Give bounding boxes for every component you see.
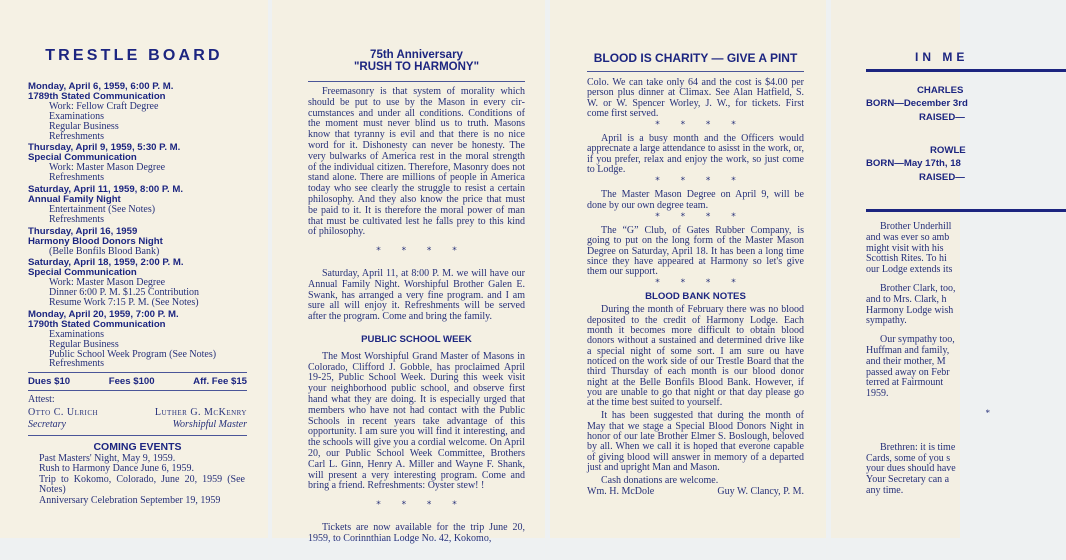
separator: * * * * xyxy=(655,278,745,289)
attest-block xyxy=(28,394,247,436)
trestle-board-panel xyxy=(0,0,268,538)
divider xyxy=(308,81,525,82)
event-date: Thursday, April 9, 1959, 5:30 P. M. xyxy=(28,142,181,154)
paragraph: April is a busy month and the Officers would apprecnate a large attendance to asisst in the work, or, if you prefer, relax and enjoy the work, so just come to Lodge. xyxy=(587,133,804,176)
event-entry xyxy=(28,185,260,225)
memoriam-panel xyxy=(831,0,990,538)
event-type: Harmony Blood Donors Night xyxy=(28,235,163,247)
memoriam-paragraph xyxy=(866,284,1066,327)
memoriam-body xyxy=(866,222,1066,505)
event-item: Resume Work 7:15 P. M. (See Notes) xyxy=(49,297,199,309)
memoriam-line: passed away on Febr xyxy=(866,366,950,378)
member-name-1: CHARLES xyxy=(917,85,964,96)
memoriam-line: Our sympathy too, xyxy=(880,334,955,346)
born-1: BORN—December 3rd xyxy=(866,98,968,109)
anniversary-panel xyxy=(272,0,545,544)
event-entry xyxy=(28,227,260,257)
paragraph: The Master Mason Degree on April 9, will be done by our own degree team. xyxy=(587,189,804,211)
signature-right: Guy W. Clancy, P. M. xyxy=(717,485,804,497)
event-type: Special Communication xyxy=(28,152,137,164)
fees: Fees $100 xyxy=(108,376,155,388)
trestle-board-title: TRESTLE BOARD xyxy=(45,47,223,64)
anniversary-title xyxy=(308,49,525,73)
memoriam-paragraph xyxy=(866,443,1066,497)
separator: * * * * xyxy=(655,120,745,131)
coming-events-title: COMING EVENTS xyxy=(93,440,182,453)
trestle-board-content xyxy=(28,82,247,506)
master-name: Luther G. McKenry xyxy=(154,406,247,418)
divider xyxy=(866,209,1066,212)
blood-body xyxy=(587,78,804,497)
anniversary-title-line2: "RUSH TO HARMONY" xyxy=(353,61,480,73)
event-item: Work: Master Mason Degree xyxy=(49,162,166,174)
paragraph: The Most Worshipful Grand Master of Masons in Colorado, Clifford J. Gobble, has proclaimed April 19-25, Public School Week. During this week visit your neighborhood public school, and observe first hand what they are doing. It is especially urged that members who have not had contact with the Public Schools in recent years take advantage of this opportunity. I am sure you will find it interesting, and the schools will give you a cordial welcome. On April 20, our Public School Week Committee, Brothers Carl L. Ginn, Henry A. Miller and Wayne F. Shank, will present a very interesting program. Come and bring a friend. Refreshments: Oyster stew! ! xyxy=(308,350,525,492)
paragraph: It has been suggested that during the month of May that we stage a Special Blood Donors Night in honor of our late Brother Elmer S. Boslough, beloved by all. When we call it is hoped that everone capable of giving blood will answer in memory of a departed just and upright Man and Mason. xyxy=(587,410,804,473)
event-item: Examinations xyxy=(49,328,104,340)
memoriam-line: and their mother, M xyxy=(866,355,946,367)
attest-label: Attest: xyxy=(28,394,55,406)
event-type: Annual Family Night xyxy=(28,193,121,205)
memoriam-line: Scottish Rites. To hi xyxy=(866,253,947,265)
blood-title: BLOOD IS CHARITY — GIVE A PINT xyxy=(593,51,798,65)
coming-event-item: Rush to Harmony Dance June 6, 1959. xyxy=(39,463,194,475)
raised-2: RAISED— xyxy=(919,172,965,183)
separator: * xyxy=(985,407,990,418)
memoriam-line: might visit with his xyxy=(866,242,944,254)
event-item: Refreshments xyxy=(49,358,104,370)
memoriam-line: any time. xyxy=(866,484,904,496)
event-date: Saturday, April 18, 1959, 2:00 P. M. xyxy=(28,257,184,269)
blood-bank-notes-title: BLOOD BANK NOTES xyxy=(645,291,746,303)
memoriam-line: terred at Fairmount xyxy=(866,377,944,389)
affiliation-fee: Aff. Fee $15 xyxy=(193,376,247,388)
coming-event-item: Anniversary Celebration September 19, 1959 xyxy=(39,494,221,506)
member-name-2: ROWLE xyxy=(930,145,966,156)
memoriam-line: our Lodge extends its xyxy=(866,264,953,276)
event-entry xyxy=(28,310,260,369)
event-date: Monday, April 20, 1959, 7:00 P. M. xyxy=(28,308,179,320)
paragraph: During the month of February there was no blood deposited to the credit of Harmony Lodge. Each month it becomes more difficult to obtain blood donors without a sustained and determined drive like a special night of some sort. I am sure ou have noticed on the work side of our Trestle Board that the third Thursday of each month is our blood donor night at the Belle Bonfils Blood Bank. However, if you are unable to go that night or that day please go at the time best suited to yourself. xyxy=(587,304,804,409)
event-item: Work: Master Mason Degree xyxy=(49,277,166,289)
event-item: Entertainment (See Notes) xyxy=(49,203,156,215)
public-school-week-title: PUBLIC SCHOOL WEEK xyxy=(361,333,472,345)
memoriam-line: your dues should have xyxy=(866,463,956,475)
paragraph: Cash donations are welcome. xyxy=(601,475,719,487)
memoriam-line: sympathy. xyxy=(866,315,907,327)
secretary-title: Secretary xyxy=(28,419,66,431)
memoriam-line: Brother Clark, too, xyxy=(880,282,956,294)
event-item: Regular Business xyxy=(49,120,119,132)
separator: * * * * xyxy=(655,211,745,222)
anniversary-title-line1: 75th Anniversary xyxy=(370,49,463,61)
event-date: Monday, April 6, 1959, 6:00 P. M. xyxy=(28,81,174,92)
memoriam-line: Brother Underhill xyxy=(880,221,952,232)
event-entry xyxy=(28,143,260,183)
memoriam-line: Harmony Lodge wish xyxy=(866,304,954,316)
event-item: Refreshments xyxy=(49,130,104,142)
memoriam-line: Huffman and family, xyxy=(866,344,950,356)
secretary-name: Otto C. Ulrich xyxy=(28,406,99,418)
born-2: BORN—May 17th, 18 xyxy=(866,158,961,169)
event-item: Public School Week Program (See Notes) xyxy=(49,348,217,360)
event-date: Thursday, April 16, 1959 xyxy=(28,225,138,237)
separator: * * * * xyxy=(655,176,745,187)
event-item: Examinations xyxy=(49,110,104,122)
signature-left: Wm. H. McDole xyxy=(587,485,655,497)
coming-event-item: Past Masters' Night, May 9, 1959. xyxy=(39,452,176,464)
separator: * * * * xyxy=(376,246,466,257)
memoriam-line: Your Secretary can a xyxy=(866,474,950,486)
paragraph: Tickets are now available for the trip June 20, 1959, to Corinnthian Lodge No. 42, Kokomo, xyxy=(308,521,525,544)
anniversary-body xyxy=(308,87,525,544)
separator: * * * * xyxy=(376,500,466,511)
memoriam-line: Brethren: it is time xyxy=(880,441,956,453)
event-type: 1789th Stated Communication xyxy=(28,90,166,102)
memoriam-paragraph xyxy=(866,335,1066,400)
event-entry xyxy=(28,258,260,308)
blood-panel xyxy=(550,0,826,538)
coming-events-list xyxy=(39,454,245,506)
divider xyxy=(866,69,1066,72)
memoriam-line: Cards, some of you s xyxy=(866,452,951,464)
memoriam-line: and to Mrs. Clark, h xyxy=(866,293,947,305)
event-list xyxy=(28,82,260,369)
master-title: Worshipful Master xyxy=(172,419,247,431)
signatures xyxy=(587,487,804,497)
event-entry xyxy=(28,82,260,141)
event-date: Saturday, April 11, 1959, 8:00 P. M. xyxy=(28,184,183,196)
event-item: Refreshments xyxy=(49,172,104,184)
event-item: Refreshments xyxy=(49,213,104,225)
event-item: Dinner 6:00 P. M. $1.25 Contribution xyxy=(49,287,200,299)
memoriam-paragraph xyxy=(866,222,1066,276)
fees-row xyxy=(28,372,247,391)
paragraph: The “G” Club, of Gates Rubber Company, is going to put on the long form of the Master Mason Degree on Saturday, April 18. It has been a long time since they have appeared at Harmony so let's give them our support. xyxy=(587,224,804,278)
event-type: 1790th Stated Communication xyxy=(28,318,166,330)
memoriam-line: 1959. xyxy=(866,388,889,400)
event-item: Regular Business xyxy=(49,338,119,350)
divider xyxy=(587,71,804,72)
event-item: (Belle Bonfils Blood Bank) xyxy=(49,245,160,257)
coming-event-item: Trip to Kokomo, Colorado, June 20, 1959 (See Notes) xyxy=(39,473,245,496)
event-type: Special Communication xyxy=(28,267,137,279)
event-item: Work: Fellow Craft Degree xyxy=(49,100,159,112)
dues: Dues $10 xyxy=(28,376,71,388)
raised-1: RAISED— xyxy=(919,112,965,123)
paragraph: Colo. We can take only 64 and the cost is $4.00 per person plus dinner at Climax. See Alan Hatfield, S. W. or W. Spencer Worley, J. W., for tickets. First come first served. xyxy=(587,77,804,119)
memoriam-title: IN ME xyxy=(915,50,969,64)
paragraph: Freemasonry is that system of morality which should be put to use by the Mason in every circumstances and under all conditions. Conditions of the moment must never blind us to truth. Masons know that tyranny is evil and that there is no nice word for it. Dishonesty can never be honesty. The very bulwarks of America rest in the moral strength of the individual citizen. Therefore, Masonry does not stand alone. There are millions of people in America today who see clearly the struggle to resist a certain philosophy. And they also know the price that must be paid to it. It is therefore the moral power of man that must be cultivated lest he falls prey to this kind of philosophy. xyxy=(308,86,525,238)
memoriam-line: and was ever so amb xyxy=(866,231,950,243)
paragraph: Saturday, April 11, at 8:00 P. M. we will have our Annual Family Night. Worshipful Brother Galen E. Swank, has arranged a very fine program. and I am sure all will enjoy it. Refreshments will be served after the program. Come and bring the family. xyxy=(308,267,525,323)
